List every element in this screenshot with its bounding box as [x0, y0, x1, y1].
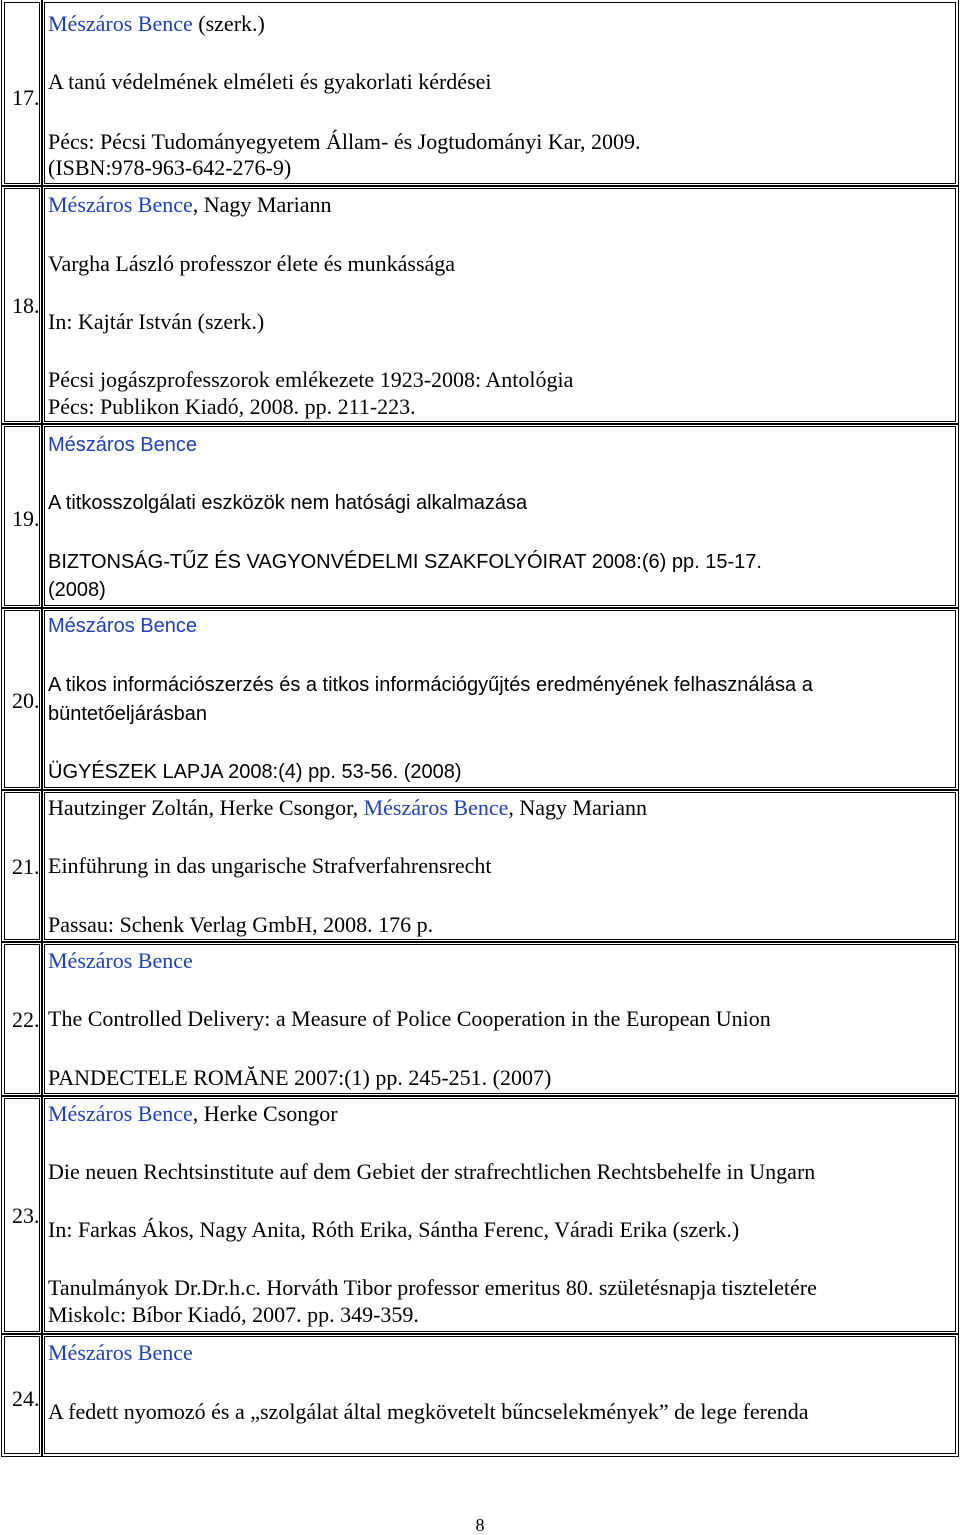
number-cell	[4, 1336, 40, 1454]
table-row	[2, 1336, 956, 1454]
author-line	[48, 1102, 338, 1126]
publisher-line: (ISBN:978-963-642-276-9)	[48, 155, 292, 180]
table-row	[2, 610, 956, 788]
table-row	[2, 426, 956, 606]
author-link[interactable]: Mészáros Bence	[48, 1101, 193, 1126]
author-rest: , Nagy Mariann	[192, 192, 332, 217]
source-line: Miskolc: Bíbor Kiadó, 2007. pp. 349-359.	[48, 1302, 419, 1327]
number-cell	[4, 610, 40, 788]
author-link[interactable]: Mészáros Bence	[48, 948, 193, 973]
author-rest: , Herke Csongor	[192, 1101, 338, 1126]
title-line: Die neuen Rechtsinstitute auf dem Gebiet der strafrechtlichen Rechtsbehelfe in Ungarn	[48, 1159, 816, 1184]
source-line: (2008)	[48, 579, 106, 601]
entry-number: 22.	[12, 1007, 40, 1032]
number-cell	[4, 426, 40, 606]
number-cell	[4, 1098, 40, 1332]
in-line: In: Kajtár István (szerk.)	[48, 309, 265, 334]
source-line: BIZTONSÁG-TŰZ ÉS VAGYONVÉDELMI SZAKFOLYÓIRAT 2008:(6) pp. 15-17.	[48, 551, 762, 573]
author-rest: Hautzinger Zoltán, Herke Csongor,	[48, 795, 364, 820]
author-link[interactable]: Mészáros Bence	[48, 1340, 193, 1365]
author-line	[48, 193, 331, 217]
entry-number: 19.	[12, 506, 40, 531]
table-row	[2, 1098, 956, 1332]
entry-number: 18.	[12, 293, 40, 318]
source-line: ÜGYÉSZEK LAPJA 2008:(4) pp. 53-56. (2008)	[48, 761, 462, 783]
author-link[interactable]: Mészáros Bence	[363, 795, 509, 820]
number-cell	[4, 2, 40, 184]
table-row	[2, 944, 956, 1094]
author-link[interactable]: Mészáros Bence	[48, 615, 197, 637]
title-line: A tikos információszerzés és a titkos információgyűjtés eredményének felhasználása a	[48, 674, 813, 696]
title-line: Einführung in das ungarische Strafverfahrensrecht	[48, 853, 492, 878]
author-link[interactable]: Mészáros Bence	[48, 11, 193, 36]
entry-number: 17.	[12, 85, 40, 110]
author-link[interactable]: Mészáros Bence	[48, 192, 193, 217]
author-rest: (szerk.)	[192, 11, 265, 36]
entry-number: 23.	[12, 1203, 40, 1228]
title-line: A tanú védelmének elméleti és gyakorlati kérdései	[48, 69, 492, 94]
source-line: Tanulmányok Dr.Dr.h.c. Horváth Tibor professor emeritus 80. születésnapja tiszteletére	[48, 1275, 817, 1300]
number-cell	[4, 944, 40, 1094]
author-line	[48, 796, 647, 820]
table-row	[2, 188, 956, 422]
table-row	[2, 2, 956, 184]
source-line: Passau: Schenk Verlag GmbH, 2008. 176 p.	[48, 912, 434, 937]
in-line: In: Farkas Ákos, Nagy Anita, Róth Erika, Sántha Ferenc, Váradi Erika (szerk.)	[48, 1217, 740, 1242]
publisher-line: Pécs: Pécsi Tudományegyetem Állam- és Jogtudományi Kar, 2009.	[48, 129, 641, 154]
title-line: A titkosszolgálati eszközök nem hatósági alkalmazása	[48, 492, 528, 514]
author-rest: , Nagy Mariann	[508, 795, 648, 820]
author-line	[48, 12, 265, 36]
title-line: The Controlled Delivery: a Measure of Police Cooperation in the European Union	[48, 1006, 771, 1031]
title-line: büntetőeljárásban	[48, 703, 208, 725]
entry-number: 21.	[12, 854, 40, 879]
number-cell	[4, 188, 40, 422]
source-line: Pécs: Publikon Kiadó, 2008. pp. 211-223.	[48, 394, 416, 419]
entry-number: 20.	[12, 688, 40, 713]
title-line: A fedett nyomozó és a „szolgálat által megkövetelt bűncselekmények” de lege ferenda	[48, 1399, 809, 1424]
author-link[interactable]: Mészáros Bence	[48, 434, 197, 456]
page-number: 8	[475, 1515, 485, 1535]
source-line: Pécsi jogászprofesszorok emlékezete 1923-2008: Antológia	[48, 367, 574, 392]
number-cell	[4, 792, 40, 940]
table-row	[2, 792, 956, 940]
entry-number: 24.	[12, 1386, 40, 1411]
source-line: PANDECTELE ROMĂNE 2007:(1) pp. 245-251. (2007)	[48, 1065, 552, 1090]
title-line: Vargha László professzor élete és munkássága	[48, 251, 456, 276]
